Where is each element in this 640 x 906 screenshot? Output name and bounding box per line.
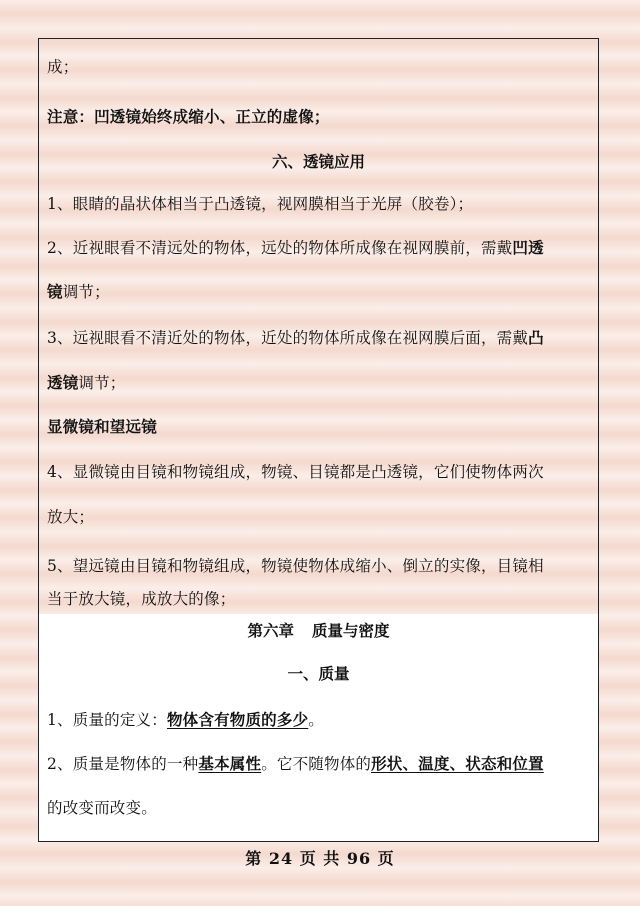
- item-5-line-2: 当于放大镜，成放大的像；: [47, 590, 236, 608]
- item-4-line-2: 放大；: [47, 508, 95, 526]
- page-number: 第 24 页 共 96 页: [245, 849, 395, 868]
- item-3-bold-1: 凸: [528, 328, 544, 347]
- item-2-end: 调节；: [62, 283, 110, 301]
- item-2-line-1: [47, 236, 544, 258]
- quality-item-1: [47, 708, 324, 730]
- quality-2-attribute: 基本属性: [198, 754, 262, 773]
- chapter-heading: [39, 619, 598, 641]
- quality-item-2-line-2: 的改变而改变。: [47, 799, 157, 817]
- quality-1-definition: 物体含有物质的多少: [166, 710, 309, 729]
- quality-1-text: 1、质量的定义：: [47, 711, 167, 729]
- chapter-title: 质量与密度: [312, 621, 390, 640]
- text-line: 成；: [47, 58, 79, 76]
- item-3-end: 调节；: [78, 374, 126, 392]
- subhead-microscope-telescope: 显微镜和望远镜: [47, 417, 157, 436]
- page-frame: [38, 38, 599, 842]
- item-3-line-1: [47, 326, 544, 348]
- item-2-line-2: [47, 280, 110, 302]
- item-3-text: 3、远视眼看不清近处的物体，近处的物体所成像在视网膜后面，需戴: [47, 329, 529, 347]
- chapter-label: 第六章: [247, 621, 294, 640]
- item-1: 1、眼睛的晶状体相当于凸透镜，视网膜相当于光屏（胶卷）；: [47, 195, 474, 213]
- item-2-bold-1: 凹透: [512, 238, 544, 257]
- item-2-text: 2、近视眼看不清远处的物体，远处的物体所成像在视网膜前，需戴: [47, 239, 513, 257]
- quality-1-end: 。: [308, 711, 324, 729]
- section-one-title: 一、质量: [287, 664, 350, 683]
- note-line: 注意：凹透镜始终成缩小、正立的虚像；: [47, 107, 330, 126]
- item-5-line-1: 5、望远镜由目镜和物镜组成，物镜使物体成缩小、倒立的实像，目镜相: [47, 557, 544, 575]
- quality-2-text-a: 2、质量是物体的一种: [47, 755, 199, 773]
- item-3-line-2: [47, 371, 126, 393]
- quality-2-factors: 形状、温度、状态和位置: [371, 754, 544, 773]
- quality-2-text-b: 。它不随物体的: [261, 755, 372, 773]
- item-3-bold-2: 透镜: [47, 373, 79, 392]
- section-six-title: 六、透镜应用: [271, 152, 365, 171]
- item-4-line-1: 4、显微镜由目镜和物镜组成，物镜、目镜都是凸透镜，它们使物体两次: [47, 463, 544, 481]
- item-2-bold-2: 镜: [47, 282, 63, 301]
- quality-item-2-line-1: [47, 752, 544, 774]
